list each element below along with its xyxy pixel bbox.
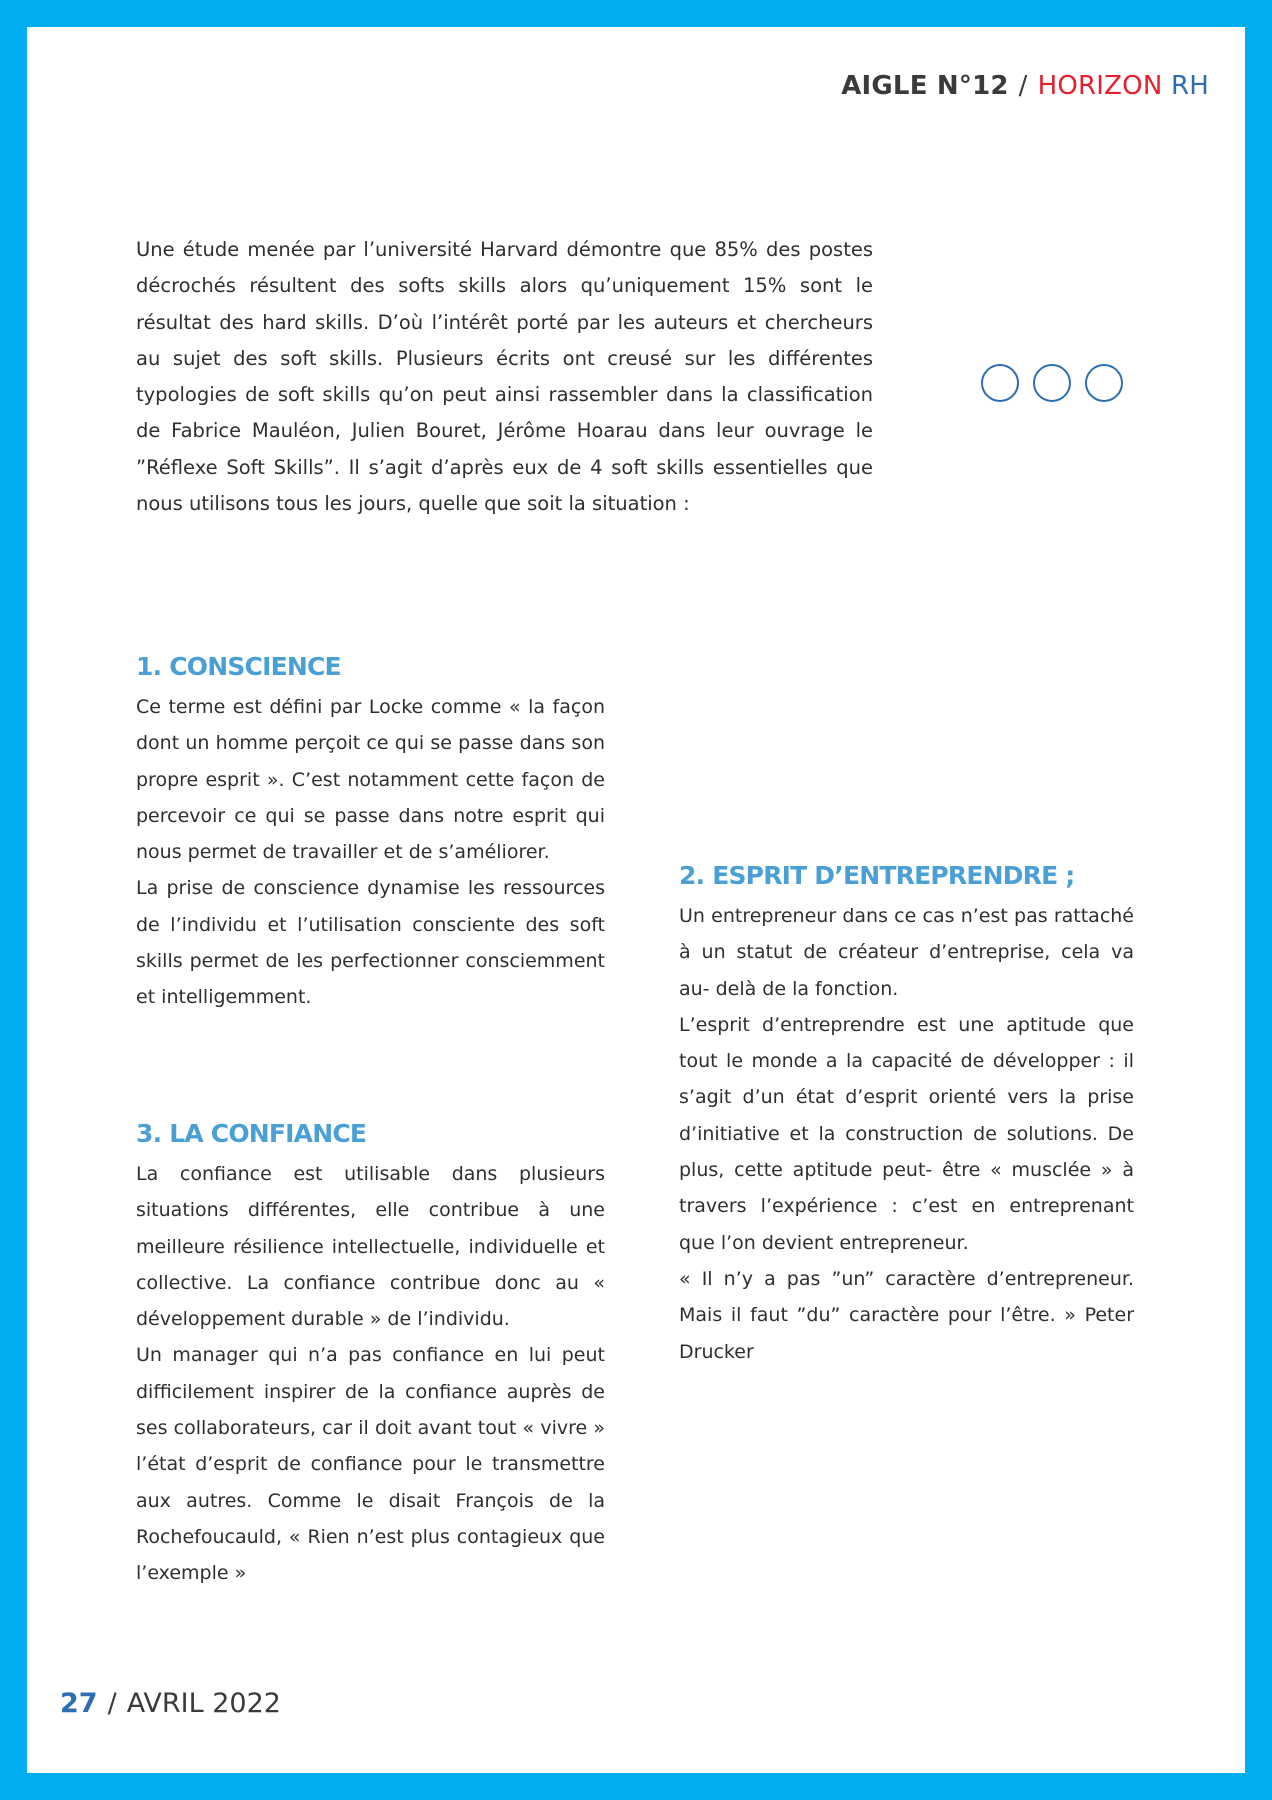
- footer-separator: /: [107, 1688, 117, 1719]
- section-paragraph: La prise de conscience dynamise les ressources de l’individu et l’utilisation consciente des soft skills permet de les perfectionner consciemment et intelligemment.: [136, 877, 605, 1009]
- section-title: 2. ESPRIT D’ENTREPRENDRE ;: [679, 861, 1075, 890]
- section-paragraph: Un entrepreneur dans ce cas n’est pas rattaché à un statut de créateur d’entreprise, cela va au- delà de la fonction.: [679, 905, 1134, 1000]
- section-esprit-entreprendre: [679, 861, 1134, 1370]
- page: [27, 27, 1245, 1773]
- page-footer: [60, 1688, 281, 1719]
- issue-date: AVRIL 2022: [126, 1688, 281, 1719]
- circle-icon: [1085, 364, 1123, 402]
- section-paragraph: Un manager qui n’a pas confiance en lui peut difficilement inspirer de la confiance auprès de ses collaborateurs, car il doit avant tout « vivre » l’état d’esprit de confiance pour le transmettre aux autres. Comme le disait François de la Rochefoucauld, « Rien n’est plus contagieux que l’exemple »: [136, 1344, 605, 1585]
- header-separator: /: [1018, 71, 1028, 101]
- section-conscience: [136, 652, 605, 1016]
- section-paragraph: La confiance est utilisable dans plusieurs situations différentes, elle contribue à une meilleure résilience intellectuelle, individuelle et collective. La confiance contribue donc au « développement durable » de l’individu.: [136, 1163, 605, 1331]
- circle-icon: [981, 364, 1019, 402]
- section-title: 3. LA CONFIANCE: [136, 1119, 367, 1148]
- section-paragraph: « Il n’y a pas ”un” caractère d’entrepreneur. Mais il faut ”du” caractère pour l’être. » Peter Drucker: [679, 1267, 1134, 1363]
- section-title: 1. CONSCIENCE: [136, 652, 341, 681]
- decorative-circles: [981, 364, 1123, 402]
- issue-label: AIGLE N°12: [841, 71, 1009, 101]
- section-paragraph: L’esprit d’entreprendre est une aptitude que tout le monde a la capacité de développer : il s’agit d’un état d’esprit orienté vers la prise d’initiative et la construction de solutions. De plus, cette aptitude peut- être « musclée » à travers l’expérience : c’est en entreprenant que l’on devient entrepreneur.: [679, 1013, 1134, 1254]
- section-paragraph: Ce terme est défini par Locke comme « la façon dont un homme perçoit ce qui se passe dans son propre esprit ». C’est notamment cette façon de percevoir ce qui se passe dans notre esprit qui nous permet de travailler et de s’améliorer.: [136, 696, 605, 864]
- circle-icon: [1033, 364, 1071, 402]
- intro-paragraph: Une étude menée par l’université Harvard démontre que 85% des postes décrochés résultent des softs skills alors qu’uniquement 15% sont le résultat des hard skills. D’où l’intérêt porté par les auteurs et chercheurs au sujet des soft skills. Plusieurs écrits ont creusé sur les différentes typologies de soft skills qu’on peut ainsi rassembler dans la classification de Fabrice Mauléon, Julien Bouret, Jérôme Hoarau dans leur ouvrage le ”Réflexe Soft Skills”. Il s’agit d’après eux de 4 soft skills essentielles que nous utilisons tous les jours, quelle que soit la situation :: [136, 238, 873, 516]
- page-number: 27: [60, 1688, 98, 1719]
- magazine-header: [841, 71, 1209, 101]
- section-name-rh: RH: [1170, 71, 1209, 101]
- section-confiance: [136, 1119, 605, 1592]
- section-name-horizon: HORIZON: [1037, 71, 1163, 101]
